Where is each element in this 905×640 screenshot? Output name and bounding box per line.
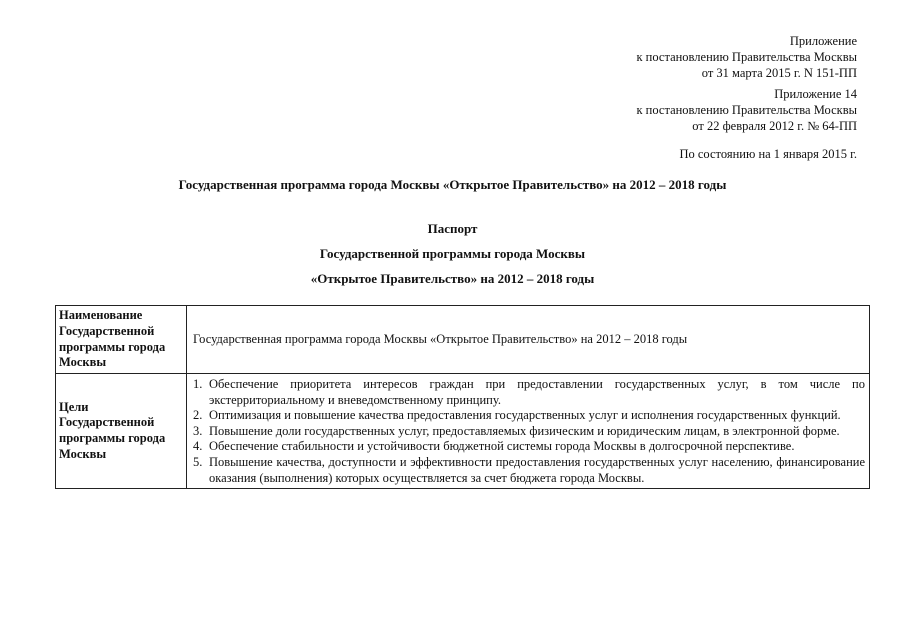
annex-original-block <box>636 86 857 134</box>
status-date: По состоянию на 1 января 2015 г. <box>679 147 857 161</box>
list-item <box>193 424 865 440</box>
annex-current-line1: Приложение <box>789 34 857 48</box>
program-name-label: Наименование Государственной программы города Москвы <box>56 306 187 374</box>
list-item <box>193 377 865 408</box>
passport-heading: Паспорт <box>427 221 478 236</box>
goal-number: 3. <box>193 423 203 438</box>
annex-current-line3: от 31 марта 2015 г. N 151-ПП <box>701 66 857 80</box>
goal-number: 1. <box>193 377 203 391</box>
goals-cell <box>187 374 870 489</box>
table-row <box>56 306 870 374</box>
list-item <box>193 439 865 455</box>
goal-text: Оптимизация и повышение качества предоставления государственных услуг и исполнения государственных функций. <box>209 408 841 423</box>
goals-label: Цели Государственной программы города Москвы <box>56 374 187 489</box>
goal-text: Повышение качества, доступности и эффективности предоставления государственных услуг населению, финансирование оказания (выполнения) которых осуществляется за счет бюджета города Москвы. <box>209 454 865 485</box>
goals-list <box>193 374 865 488</box>
annex-original-line1: Приложение 14 <box>774 87 857 101</box>
annex-current-line2: к постановлению Правительства Москвы <box>636 50 857 64</box>
list-item <box>193 408 865 424</box>
list-item <box>193 455 865 486</box>
passport-program-name: «Открытое Правительство» на 2012 – 2018 годы <box>310 271 595 286</box>
program-name-value: Государственная программа города Москвы «Открытое Правительство» на 2012 – 2018 годы <box>187 306 870 374</box>
goal-text: Повышение доли государственных услуг, предоставляемых физическим и юридическим лицам, в электронной форме. <box>209 423 840 438</box>
table-row <box>56 374 870 489</box>
goal-number: 4. <box>193 439 203 454</box>
goal-number: 5. <box>193 454 203 469</box>
passport-heading-block <box>0 216 905 291</box>
goal-number: 2. <box>193 408 203 423</box>
annex-original-line3: от 22 февраля 2012 г. № 64-ПП <box>692 119 857 133</box>
passport-table <box>55 305 870 489</box>
annex-original-line2: к постановлению Правительства Москвы <box>636 103 857 117</box>
goal-text: Обеспечение приоритета интересов граждан при предоставлении государственных услуг, в том числе по экстерриториальному и вневедомственному принципу. <box>209 377 865 407</box>
annex-current-block <box>636 33 857 81</box>
document-title: Государственная программа города Москвы «Открытое Правительство» на 2012 – 2018 годы <box>178 177 727 192</box>
passport-subtitle: Государственной программы города Москвы <box>319 246 586 261</box>
goal-text: Обеспечение стабильности и устойчивости бюджетной системы города Москвы в долгосрочной перспективе. <box>209 439 795 454</box>
